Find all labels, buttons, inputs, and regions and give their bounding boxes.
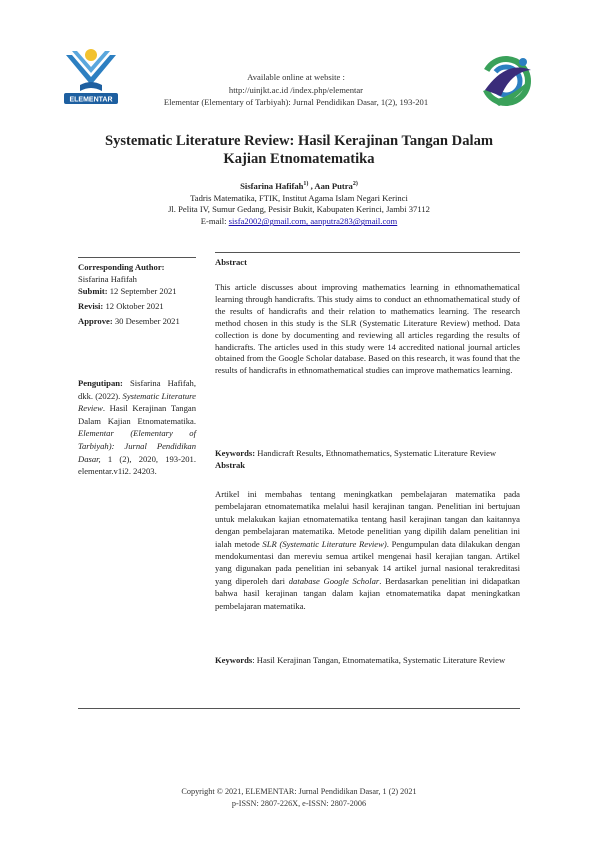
footer-copyright: Copyright © 2021, ELEMENTAR: Jurnal Pendidikan Dasar, 1 (2) 2021 [181, 787, 417, 796]
email-label: E-mail: [200, 216, 229, 227]
abstrak-text [215, 488, 520, 612]
logo-text: ELEMENTAR [69, 96, 113, 104]
keywords-id [215, 655, 520, 667]
author-2: Aan Putra [314, 180, 353, 191]
submit-value: 12 September 2021 [107, 285, 177, 296]
abstrak-database: database Google Scholar [288, 575, 380, 586]
approve-date [78, 316, 196, 328]
email-link-2[interactable]: aanputra283@gmail.com [310, 216, 398, 227]
citation-title: Systematic Literature Review [78, 390, 197, 414]
email-link-1[interactable]: sisfa2002@gmail.com [228, 216, 307, 227]
keywords-id-value: : Hasil Kerajinan Tangan, Etnomatematika, Systematic Literature Review [252, 655, 506, 665]
submit-label: Submit: [78, 285, 108, 296]
abstrak-p1: Artikel ini membahas tentang meningkatkan pembelajaran matematika pada pembelajaran etnomatematika melalui hasil kerajinan tangan. Penelitian ini bertujuan untuk melakukan kajian etnomatematika tentang hasil kerajinan tangan dan kaitannya dengan pembelajaran matematika. Metode penelitian yang dipilih dalam penelitian ini ialah metode [215, 489, 520, 549]
abstract-text: This article discusses about improving mathematics learning in ethnomathematical learning through handicrafts. This study aims to conduct an ethnomathematical study of the results of handicrafts and their relation to mathematics learning. The research method chosen in this study is the SLR (Systematic Literature Review) method. Data collection is done by documenting and reviewing all articles regarding the results of handicrafts. The articles used in this study were 14 accredited national journal articles obtained from the Google Scholar database. Based on this research, it was found that the results of handicrafts in ethnomathematical studies can improve mathematics learning. [215, 282, 520, 376]
corresponding-author-name: Sisfarina Hafifah [78, 273, 137, 284]
journal-logo [58, 45, 124, 113]
header-line-1: Available online at website : [247, 72, 345, 82]
submit-date [78, 286, 196, 298]
citation-authors: Sisfarina Hafifah, dkk. (2022). [78, 378, 196, 401]
citation-journal: Elementar (Elementary of Tarbiyah): Jurnal Pendidikan Dasar, [78, 428, 196, 464]
title-line-2: Kajian Etnomatematika [223, 151, 375, 167]
author-1: Sisfarina Hafifah [240, 180, 304, 191]
abstrak-heading: Abstrak [215, 460, 246, 470]
author-2-sup: 2) [352, 181, 358, 187]
header-line-2: http://uinjkt.ac.id /index.php/elementar [228, 84, 364, 95]
corresponding-author-label: Corresponding Author: [78, 262, 165, 272]
keywords-en [215, 448, 520, 460]
author-separator: , [308, 180, 315, 191]
keywords-en-value: Handicraft Results, Ethnomathematics, Systematic Literature Review [255, 448, 497, 458]
affiliation: Tadris Matematika, FTIK, Institut Agama Islam Negari Kerinci [190, 192, 408, 203]
approve-label: Approve: [78, 315, 113, 326]
revisi-date [78, 301, 196, 313]
header-line-3: Elementar (Elementary of Tarbiyah): Jurnal Pendidikan Dasar, 1(2), 193-201 [163, 97, 429, 107]
article-title [80, 132, 518, 168]
author-1-sup: 1) [303, 181, 309, 187]
page-footer [80, 786, 518, 809]
keywords-en-label: Keywords: [215, 448, 256, 458]
footer-issn: p-ISSN: 2807-226X, e-ISSN: 2807-2006 [231, 798, 367, 808]
institution-logo [471, 50, 541, 112]
sidebar-top-rule [78, 257, 196, 258]
email-separator: , [306, 216, 311, 227]
citation-end: 1 (2), 2020, 193-201. elementar.v1i2. 24203. [78, 453, 196, 477]
article-info-sidebar [78, 262, 196, 328]
author-names [80, 179, 518, 193]
abstrak-p3: . Berdasarkan penelitian ini didapatkan bahwa hasil kerajinan tangan dalam kajian etnomatematika dapat meningkatkan pembelajaran matematika. [215, 575, 520, 611]
bottom-rule [78, 708, 520, 709]
authors-block [80, 179, 518, 228]
abstrak-slr: SLR (Systematic Literature Review) [262, 538, 387, 549]
address: Jl. Pelita IV, Sumur Gedang, Pesisir Bukit, Kabupaten Kerinci, Jambi 37112 [168, 204, 430, 215]
abstract-heading: Abstract [215, 257, 247, 267]
approve-value: 30 Desember 2021 [112, 315, 180, 326]
abstract-top-rule [215, 252, 520, 253]
keywords-id-label: Keywords [215, 655, 253, 665]
journal-header [120, 71, 472, 109]
revisi-value: 12 Oktober 2021 [103, 300, 164, 311]
abstrak-p2: . Pengumpulan data dilakukan dengan mendokumentasi dan mereviu semua artikel mengenai hasil kerajian tangan. Artikel yang digunakan pada penelitian ini sebanyak 14 artikel jurnal nasional terakreditasi yang diperoleh dari [215, 538, 520, 586]
revisi-label: Revisi: [78, 300, 104, 311]
citation-block [78, 377, 196, 478]
title-line-1: Systematic Literature Review: Hasil Kerajinan Tangan Dalam [104, 133, 494, 149]
citation-label: Pengutipan: [78, 378, 123, 388]
email-line [80, 216, 518, 228]
citation-rest: . Hasil Kerajinan Tangan Dalam Kajian Etnomatematika. [78, 403, 196, 426]
